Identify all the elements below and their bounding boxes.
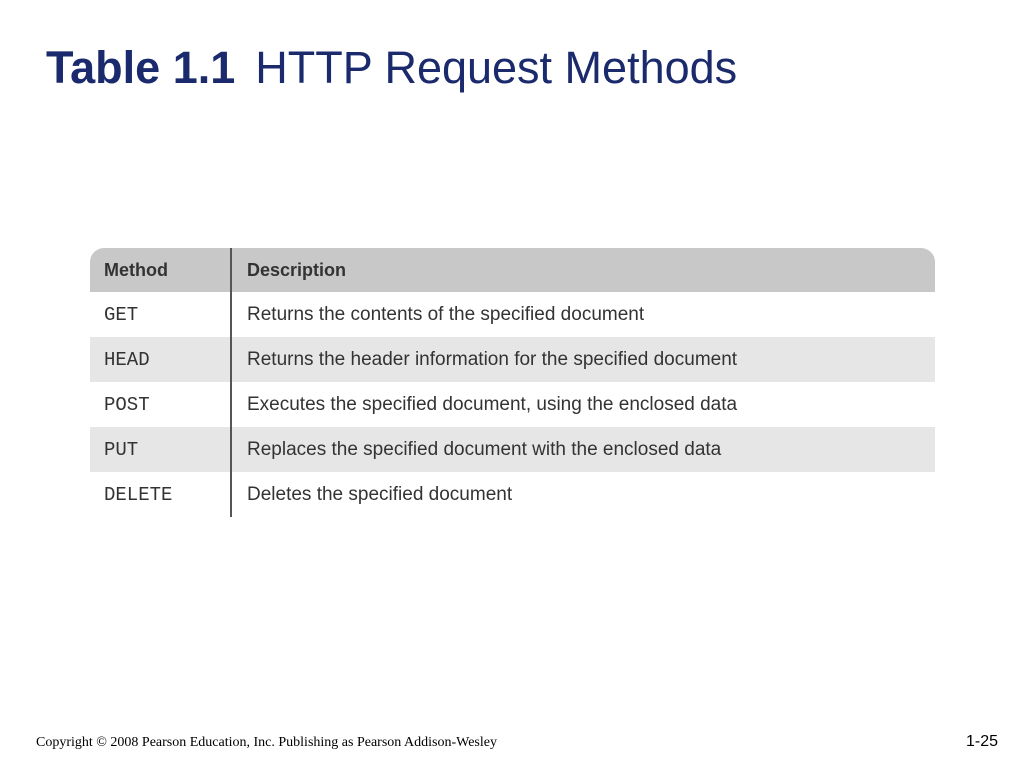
- description-cell-post: Executes the specified document, using the enclosed data: [247, 393, 738, 415]
- title-text: HTTP Request Methods: [255, 42, 738, 93]
- header-row: [90, 248, 935, 292]
- method-column-header: Method: [90, 248, 232, 292]
- table-row: [90, 382, 935, 427]
- method-cell-delete: DELETE: [90, 472, 232, 517]
- slide-title: [46, 38, 737, 98]
- table-header: [90, 248, 935, 292]
- description-column-header: Description: [232, 248, 935, 292]
- method-cell-get: GET: [90, 292, 232, 337]
- description-cell-delete: Deletes the specified document: [247, 483, 513, 505]
- description-cell-get: Returns the contents of the specified document: [247, 303, 645, 325]
- method-cell-head: HEAD: [90, 337, 232, 382]
- table-row: [90, 292, 935, 337]
- table-row: [90, 337, 935, 382]
- method-cell-post: POST: [90, 382, 232, 427]
- table-row: [90, 472, 935, 517]
- slide-page-number: 1-25: [965, 733, 998, 750]
- http-methods-table: [90, 248, 935, 517]
- table-body: [90, 292, 935, 517]
- title-label: Table 1.1: [46, 42, 236, 93]
- description-cell-put: Replaces the specified document with the enclosed data: [232, 427, 935, 472]
- description-cell-head: Returns the header information for the specified document: [232, 337, 935, 382]
- methods-table-container: [90, 248, 935, 517]
- table-row: [90, 427, 935, 472]
- footer-copyright: Copyright © 2008 Pearson Education, Inc. Publishing as Pearson Addison-Wesley: [36, 735, 497, 750]
- method-cell-put: PUT: [90, 427, 232, 472]
